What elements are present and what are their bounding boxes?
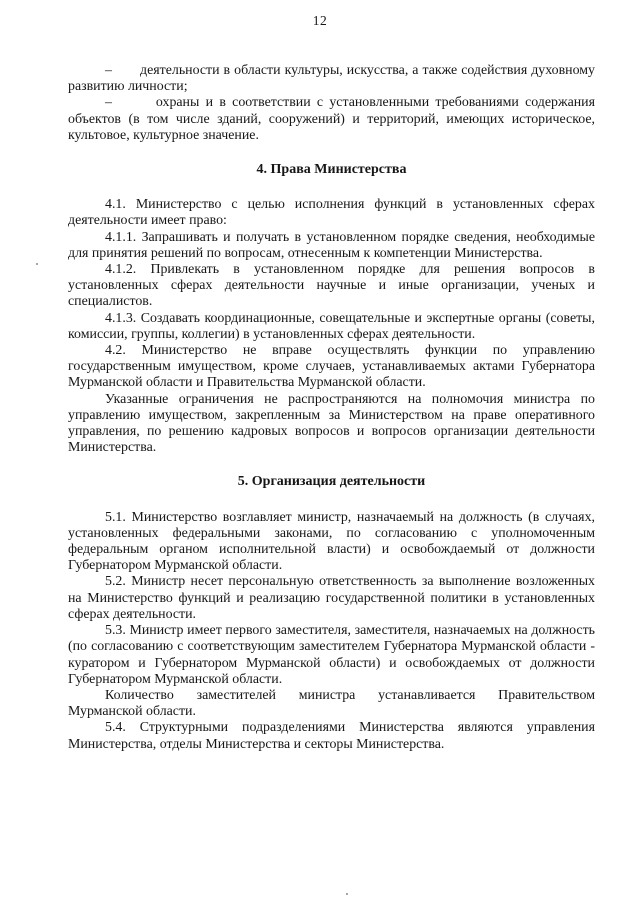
paragraph-4-2: 4.2. Министерство не вправе осуществлять функции по управлению государственным имуществом, кроме случаев, устанавливаемых актами Губернатора Мурманской области и Правительства Мурманской области. <box>68 343 595 391</box>
paragraph-4-1: 4.1. Министерство с целью исполнения функций в установленных сферах деятельности имеет право: <box>68 197 595 229</box>
section-5-heading: 5. Организация деятельности <box>237 474 426 490</box>
list-item-culture <box>68 63 595 95</box>
page-number: 12 <box>312 13 328 28</box>
section-4-heading: 4. Права Министерства <box>256 162 407 178</box>
paragraph-4-1-3: 4.1.3. Создавать координационные, совещательные и экспертные органы (советы, комиссии, группы, коллегии) в установленных сферах деятельности. <box>68 310 595 342</box>
list-item-text: охраны и в соответствии с установленными требованиями содержания объектов (в том числе зданий, сооружений) и территорий, имеющих историческое, культовое, культурное значение. <box>68 95 595 143</box>
paragraph-5-3: 5.3. Министр имеет первого заместителя, заместителя, назначаемых на должность (по согласованию с соответствующим заместителем Губернатора Мурманской области - куратором и Губернатором Мурманской области) и освобождаемых от должности Губернатором Мурманской области. <box>68 623 595 687</box>
paragraph-5-1: 5.1. Министерство возглавляет министр, назначаемый на должность (в случаях, установленных федеральными законами, по согласованию с уполномоченным федеральным органом исполнительной власти) и освобождаемый от должности Губернатором Мурманской области. <box>68 509 595 574</box>
document-body <box>68 63 595 753</box>
paragraph-4-1-2: 4.1.2. Привлекать в установленном порядке для решения вопросов в установленных сферах деятельности научные и иные организации, ученых и специалистов. <box>68 262 595 310</box>
scan-speck <box>346 893 348 895</box>
scan-speck <box>36 263 38 265</box>
list-dash: – <box>105 95 112 111</box>
list-dash: – <box>105 63 112 78</box>
paragraph-5-3-note: Количество заместителей министра устанавливается Правительством Мурманской области. <box>68 687 595 720</box>
paragraph-5-2: 5.2. Министр несет персональную ответственность за выполнение возложенных на Министерство функций и реализацию государственной политики в установленных сферах деятельности. <box>68 574 595 622</box>
list-item-heritage <box>68 95 595 144</box>
paragraph-4-1-1: 4.1.1. Запрашивать и получать в установленном порядке сведения, необходимые для принятия решений по вопросам, отнесенным к компетенции Министерства. <box>68 229 595 261</box>
paragraph-5-4: 5.4. Структурными подразделениями Министерства являются управления Министерства, отделы Министерства и секторы Министерства. <box>68 720 595 752</box>
paragraph-4-2-note: Указанные ограничения не распространяются на полномочия министра по управлению имуществом, закрепленным за Министерством на праве оперативного управления, по решению кадровых вопросов и вопросов организации деятельности Министерства. <box>68 391 595 456</box>
list-item-text: деятельности в области культуры, искусства, а также содействия духовному развитию личности; <box>68 63 596 95</box>
